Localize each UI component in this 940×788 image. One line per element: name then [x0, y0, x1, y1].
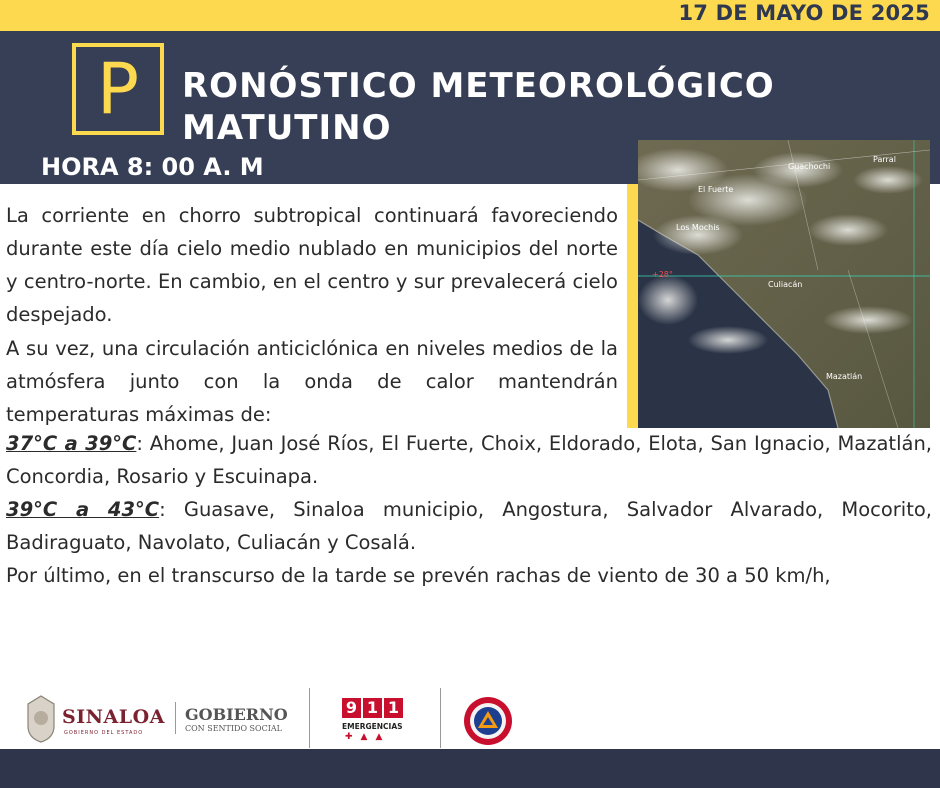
- e911-digit: 1: [384, 698, 403, 718]
- logo-divider: [440, 688, 441, 748]
- page-title: [182, 65, 842, 149]
- emergencias-text: EMERGENCIAS: [342, 722, 403, 731]
- forecast-paragraph-1: La corriente en chorro subtropical continuará favoreciendo durante este día cielo medio nublado en municipios del norte y centro-norte. En cambio, en el centro y sur prevalecerá cielo despejado.: [6, 204, 618, 326]
- sinaloa-logo-subtitle: GOBIERNO DEL ESTADO: [64, 730, 144, 736]
- temperature-range-1-text: : Ahome, Juan José Ríos, El Fuerte, Choix, Eldorado, Elota, San Ignacio, Mazatlán, Concordia, Rosario y Escuinapa.: [6, 432, 932, 488]
- sinaloa-logo-text: SINALOA: [62, 706, 165, 728]
- map-label-guachochi: Guachochi: [788, 162, 831, 171]
- temperature-range-1: [6, 427, 932, 493]
- forecast-paragraph-2: A su vez, una circulación anticiclónica en niveles medios de la atmósfera junto con la onda de calor mantendrán temperaturas máximas de:: [6, 337, 618, 426]
- proteccion-civil-icon: [463, 696, 513, 746]
- date-text: 17 DE MAYO DE 2025: [678, 1, 930, 25]
- wind-paragraph: Por último, en el transcurso de la tarde se prevén rachas de viento de 30 a 50 km/h,: [6, 564, 831, 587]
- temperature-range-1-label: 37°C a 39°C: [6, 432, 137, 455]
- e911-digit: 1: [363, 698, 382, 718]
- gobierno-logo-subtitle: CON SENTIDO SOCIAL: [185, 724, 282, 733]
- temperature-range-2-text: : Guasave, Sinaloa municipio, Angostura, Salvador Alvarado, Mocorito, Badiraguato, Navolato, Culiacán y Cosalá.: [6, 498, 932, 554]
- footer-bar: [0, 749, 940, 788]
- satellite-image: [638, 140, 930, 428]
- gobierno-logo-text: GOBIERNO: [185, 705, 288, 724]
- title-initial-box: P: [72, 43, 164, 135]
- logo-divider: [309, 688, 310, 748]
- temperature-range-2: [6, 493, 932, 559]
- temperature-range-2-label: 39°C a 43°C: [6, 498, 160, 521]
- sinaloa-shield-icon: [24, 694, 58, 744]
- title-line-1: RONÓSTICO METEOROLÓGICO: [182, 66, 775, 106]
- forecast-hour: HORA 8: 00 A. M: [41, 153, 264, 181]
- date-bar: [0, 0, 940, 31]
- map-label-culiacan: Culiacán: [768, 280, 803, 289]
- logo-strip: [0, 688, 940, 748]
- title-line-2: MATUTINO: [182, 108, 392, 148]
- map-label-latitude: +28°: [652, 270, 673, 279]
- map-label-los-mochis: Los Mochis: [676, 223, 720, 232]
- map-label-mazatlan: Mazatlán: [826, 372, 863, 381]
- logo-divider: [175, 702, 176, 734]
- map-label-parral: Parral: [873, 155, 896, 164]
- map-label-el-fuerte: El Fuerte: [698, 185, 734, 194]
- emergency-services-icons: ✚▲▲: [345, 732, 391, 742]
- e911-digit: 9: [342, 698, 361, 718]
- emergencias-911-logo: [342, 698, 403, 718]
